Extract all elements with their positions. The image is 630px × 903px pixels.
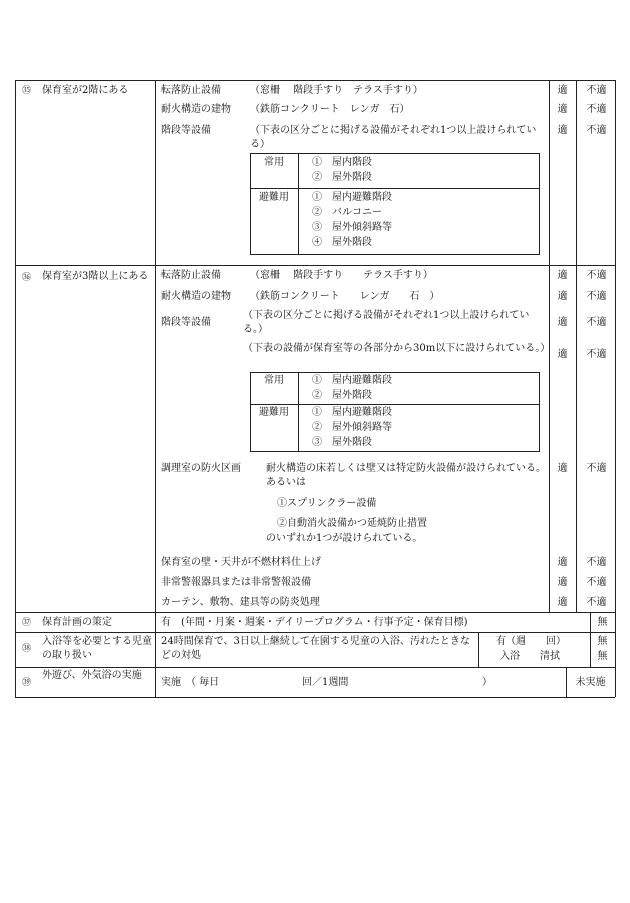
s36-fireproof-ok[interactable]: 適 xyxy=(557,291,568,302)
s36-fall-prevention-detail: （窓柵 階段手すり テラス手すり） xyxy=(250,270,433,281)
s35-stairs-ok[interactable]: 適 xyxy=(557,125,568,136)
category-column-divider xyxy=(155,80,156,697)
s36-kitchen-label: 調理室の防火区画 xyxy=(161,463,241,474)
s35-fireproof-ng[interactable]: 不適 xyxy=(586,104,607,115)
s36-stairs-label: 階段等設備 xyxy=(161,317,211,328)
s36-fall-prevention-ng[interactable]: 不適 xyxy=(586,270,607,281)
section-36-number: ㊱ xyxy=(22,273,32,283)
s39-not-implemented[interactable]: 未実施 xyxy=(575,677,606,688)
s35-stairs-table-divider xyxy=(298,153,299,255)
s35-evac-label: 避難用 xyxy=(259,192,289,203)
s36-normal-item-1: ① 屋内避難階段 xyxy=(312,375,392,386)
s36-stairs-table-row-divider xyxy=(250,404,540,405)
s36-flameproof-ok[interactable]: 適 xyxy=(557,597,568,608)
s38-yes-divider xyxy=(478,632,479,667)
s35-normal-item-2: ② 屋外階段 xyxy=(312,172,372,183)
s36-stairs-ok-1[interactable]: 適 xyxy=(557,317,568,328)
section-separator-36 xyxy=(15,265,615,266)
s35-fall-prevention-detail: （窓柵 階段手すり テラス手すり） xyxy=(250,85,423,96)
s36-evac-item-1: ① 屋内避難階段 xyxy=(312,407,392,418)
s36-evac-label: 避難用 xyxy=(259,407,289,418)
s36-normal-label: 常用 xyxy=(264,375,284,386)
table-bottom-border xyxy=(15,697,615,698)
s35-fireproof-ok[interactable]: 適 xyxy=(557,104,568,115)
s36-kitchen-tail: のいずれか1つが設けられている。 xyxy=(266,533,423,544)
s36-alarm-ng[interactable]: 不適 xyxy=(586,577,607,588)
s38-detail: 24時間保育で、3日以上継続して在園する児童の入浴、汚れたときなどの対処 xyxy=(161,636,470,661)
s35-stairs-ng[interactable]: 不適 xyxy=(586,125,607,136)
s36-noncombustible-ng[interactable]: 不適 xyxy=(586,557,607,568)
s38-yes-frequency[interactable]: 有（週 回） xyxy=(496,636,566,647)
s36-flameproof-ng[interactable]: 不適 xyxy=(586,597,607,608)
s36-kitchen-ok[interactable]: 適 xyxy=(557,463,568,474)
s36-stairs-ok-2[interactable]: 適 xyxy=(557,349,568,360)
s39-detail-end: ） xyxy=(482,677,492,688)
section-35-number: ㉟ xyxy=(22,86,32,96)
s36-kitchen-option-2: ②自動消火設備かつ延焼防止措置 xyxy=(277,518,427,529)
s38-ng-2[interactable]: 無 xyxy=(597,651,608,662)
s35-stairs-detail: （下表の区分ごとに掲げる設備がそれぞれ1つ以上設けられている） xyxy=(250,125,537,150)
s36-kitchen-ng[interactable]: 不適 xyxy=(586,463,607,474)
section-37-number: ㊲ xyxy=(22,618,32,628)
s36-stairs-detail-2: （下表の設備が保育室等の各部分から30m以下に設けられている。） xyxy=(243,343,551,354)
section-39-title: 外遊び、外気浴の実施 xyxy=(42,670,142,681)
section-38-title: 入浴等を必要とする児童の取り扱い xyxy=(42,636,152,661)
s35-stairs-table-row-divider xyxy=(250,188,540,189)
section-separator-38 xyxy=(15,632,615,633)
section-36-title: 保育室が3階以上にある xyxy=(42,271,149,282)
s36-stairs-ng-1[interactable]: 不適 xyxy=(586,317,607,328)
table-right-border xyxy=(615,80,616,697)
s36-flameproof-label: カーテン、敷物、建具等の防炎処理 xyxy=(161,597,320,608)
s35-evac-item-1: ① 屋内避難階段 xyxy=(312,192,392,203)
s38-yes-method[interactable]: 入浴 清拭 xyxy=(500,651,560,662)
s39-detail-frequency[interactable]: 回／1週間 xyxy=(302,677,349,688)
ng-column-divider xyxy=(576,80,577,612)
s36-alarm-label: 非常警報器具または非常警報設備 xyxy=(161,577,311,588)
section-39-number: ㊴ xyxy=(22,678,32,688)
s35-fall-prevention-label: 転落防止設備 xyxy=(161,85,221,96)
s36-noncombustible-ok[interactable]: 適 xyxy=(557,557,568,568)
s35-stairs-label: 階段等設備 xyxy=(161,125,211,136)
s36-stairs-detail-1: （下表の区分ごとに掲げる設備がそれぞれ1つ以上設けられている。） xyxy=(243,310,530,335)
s35-evac-item-2: ② バルコニー xyxy=(312,207,382,218)
s36-fireproof-ng[interactable]: 不適 xyxy=(586,291,607,302)
s36-normal-item-2: ② 屋外階段 xyxy=(312,390,372,401)
s35-fireproof-label: 耐火構造の建物 xyxy=(161,104,231,115)
s38-ng-1[interactable]: 無 xyxy=(597,636,608,647)
s36-stairs-ng-2[interactable]: 不適 xyxy=(586,349,607,360)
s36-alarm-ok[interactable]: 適 xyxy=(557,577,568,588)
table-top-border xyxy=(15,80,615,81)
s36-stairs-table-divider xyxy=(298,372,299,452)
s35-normal-item-1: ① 屋内階段 xyxy=(312,157,372,168)
s35-fall-prevention-ok[interactable]: 適 xyxy=(557,85,568,96)
section-separator-37 xyxy=(15,612,615,613)
s39-detail-start: 実施 （ 毎日 xyxy=(161,677,220,688)
s36-evac-item-2: ② 屋外傾斜路等 xyxy=(312,422,392,433)
s36-fireproof-label: 耐火構造の建物 xyxy=(161,291,231,302)
s36-fall-prevention-label: 転落防止設備 xyxy=(161,270,221,281)
s35-normal-label: 常用 xyxy=(264,157,284,168)
section-38-number: ㊳ xyxy=(22,644,32,654)
s36-kitchen-option-1: ①スプリンクラー設備 xyxy=(277,498,377,509)
s35-evac-item-3: ③ 屋外傾斜路等 xyxy=(312,222,392,233)
s36-fall-prevention-ok[interactable]: 適 xyxy=(557,270,568,281)
table-left-border xyxy=(15,80,16,697)
s36-fireproof-detail: （鉄筋コンクリート レンガ 石 ） xyxy=(250,291,440,302)
s35-fall-prevention-ng[interactable]: 不適 xyxy=(586,85,607,96)
section-35-title: 保育室が2階にある xyxy=(42,85,129,96)
s35-fireproof-detail: （鉄筋コンクリート レンガ 石） xyxy=(250,104,410,115)
section-separator-39 xyxy=(15,667,615,668)
section-37-title: 保育計画の策定 xyxy=(42,617,112,628)
s35-evac-item-4: ④ 屋外階段 xyxy=(312,237,372,248)
s36-evac-item-3: ③ 屋外階段 xyxy=(312,437,372,448)
s36-kitchen-detail: 耐火構造の床若しくは壁又は特定防火設備が設けられている。あるいは xyxy=(266,463,546,488)
s37-ng[interactable]: 無 xyxy=(597,617,608,628)
s37-detail: 有 (年間・月案・週案・デイリープログラム・行事予定・保育目標) xyxy=(161,617,468,628)
s36-noncombustible-label: 保育室の壁・天井が不燃材料仕上げ xyxy=(161,557,321,568)
